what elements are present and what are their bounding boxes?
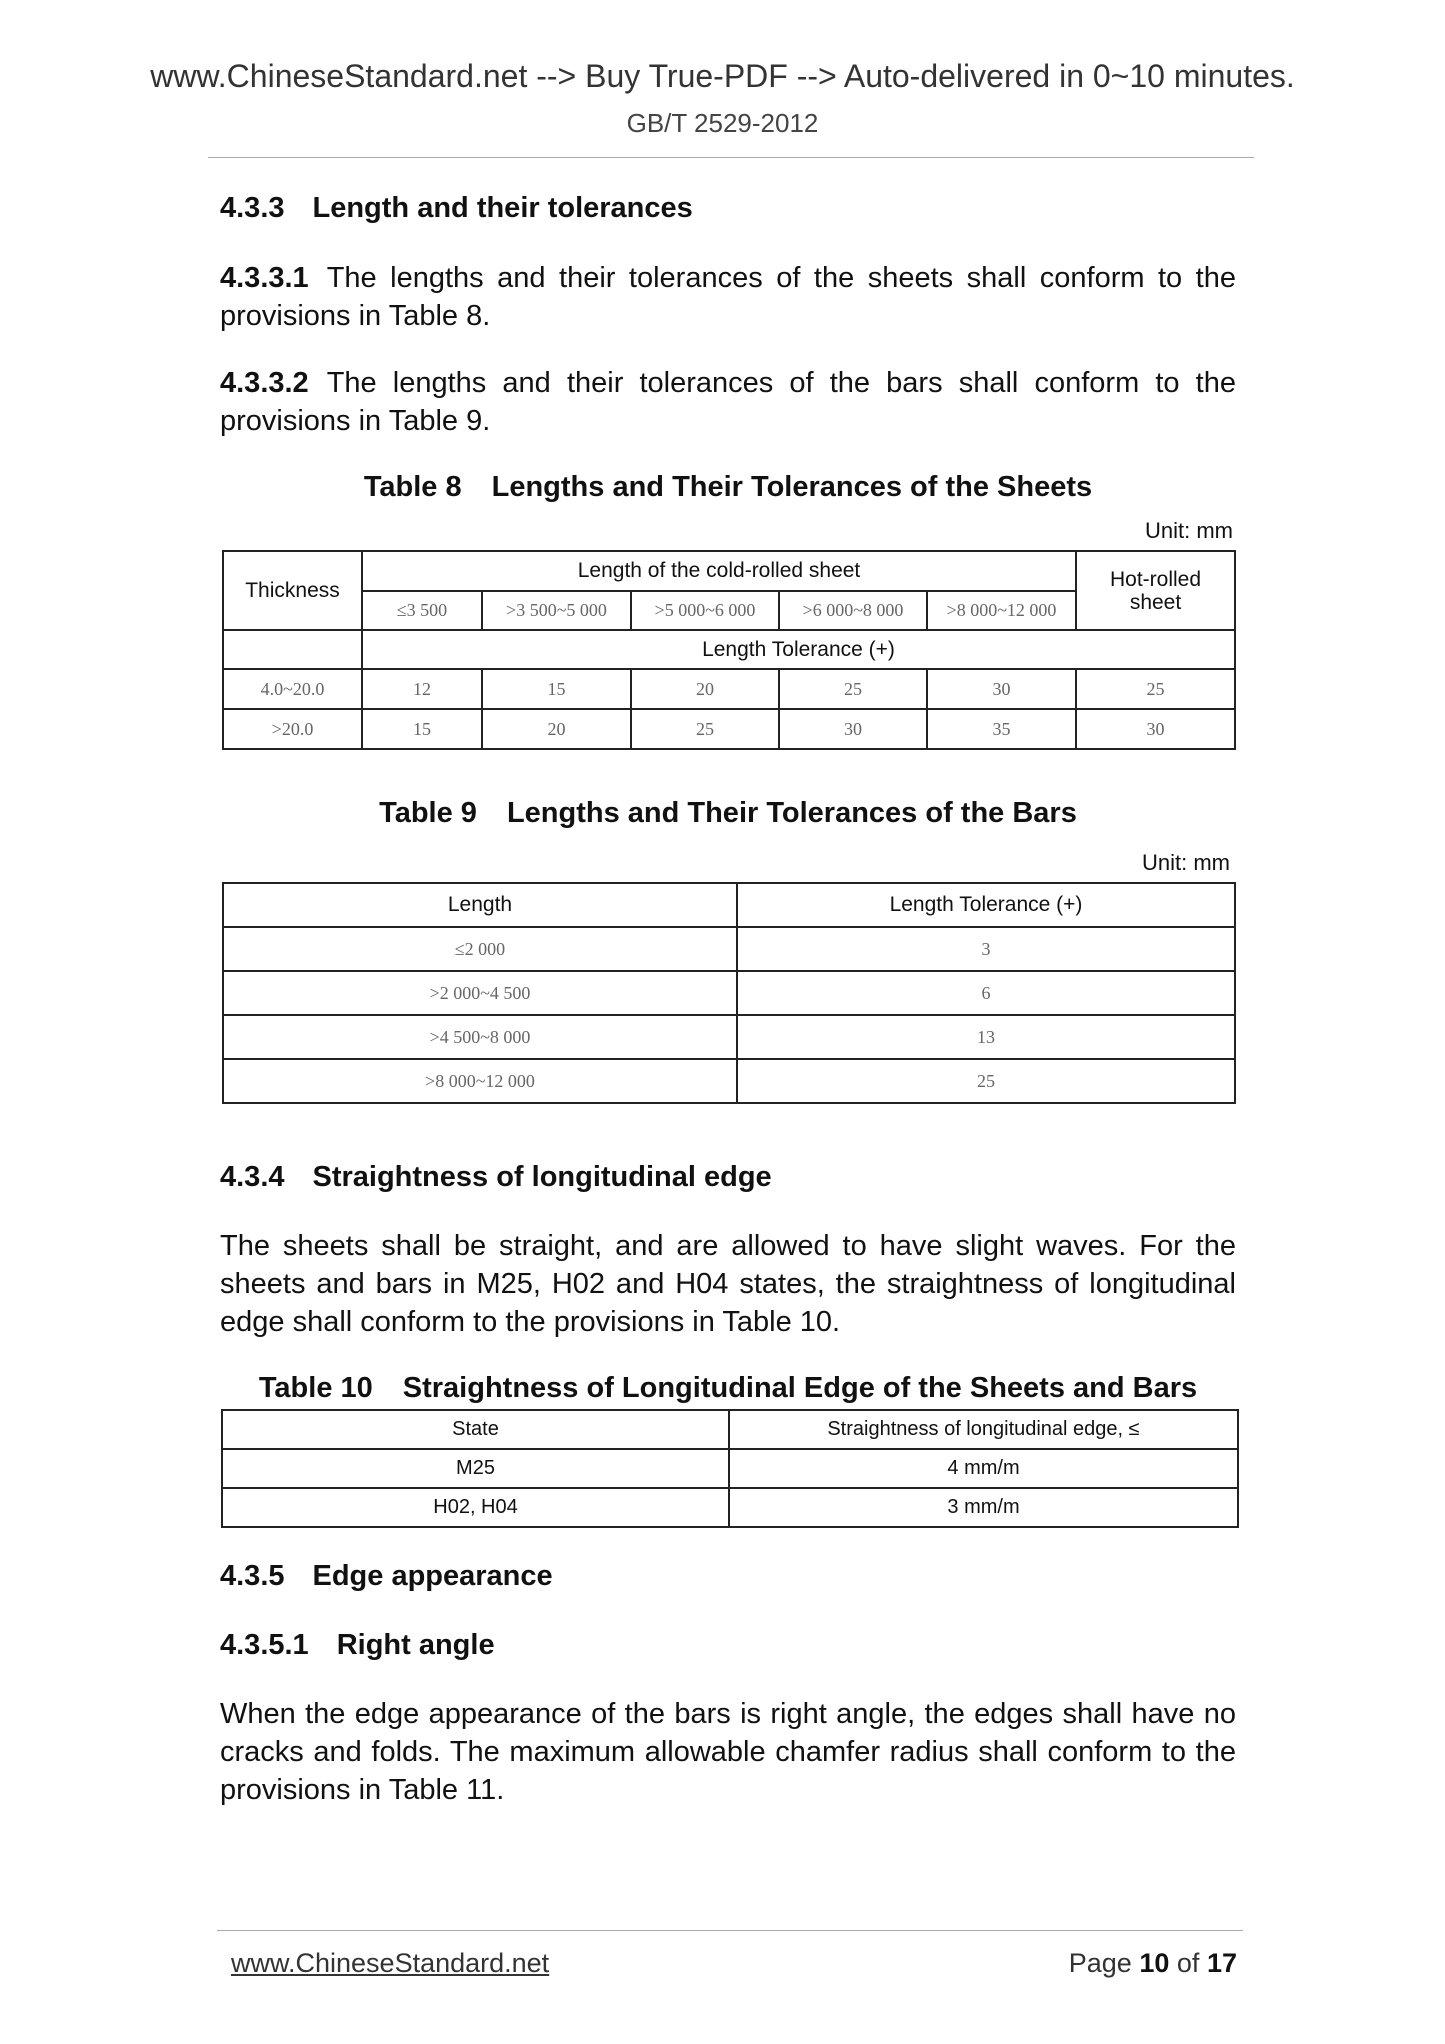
value-cell: 30	[927, 669, 1076, 709]
value-cell: 20	[631, 669, 779, 709]
thickness-header: Thickness	[223, 551, 362, 630]
table-row	[222, 1449, 1238, 1488]
page-current: 10	[1139, 1948, 1170, 1978]
tolerance-cell: 6	[737, 971, 1235, 1015]
section-number: 4.3.4	[220, 1161, 285, 1193]
value-cell: 25	[631, 709, 779, 749]
table-number: Table 9	[379, 797, 477, 829]
section-title: Right angle	[336, 1629, 495, 1661]
footer-divider	[217, 1930, 1243, 1931]
length-range-cell: >8 000~12 000	[927, 591, 1076, 630]
paragraph-number: 4.3.3.1	[220, 262, 309, 294]
table-row	[223, 971, 1235, 1015]
paragraph-434: The sheets shall be straight, and are allowed to have slight waves. For the sheets and bars in M25, H02 and H04 states, the straightness of longitudinal edge shall conform to the provisions in Table 10.	[220, 1230, 1236, 1338]
tolerance-header: Length Tolerance (+)	[737, 883, 1235, 927]
table-title: Straightness of Longitudinal Edge of the Sheets and Bars	[402, 1372, 1198, 1404]
tolerance-cell: 25	[737, 1059, 1235, 1103]
paragraph-4351: When the edge appearance of the bars is right angle, the edges shall have no cracks and folds. The maximum allowable chamfer radius shall conform to the provisions in Table 11.	[220, 1698, 1236, 1806]
table-row	[223, 1059, 1235, 1103]
table-row	[223, 669, 1235, 709]
table8-caption	[220, 471, 1236, 504]
length-cell: ≤2 000	[223, 927, 737, 971]
hot-rolled-header: Hot-rolled sheet	[1076, 551, 1235, 630]
section-heading-434	[220, 1161, 772, 1194]
footer-page-number	[950, 1948, 1237, 1979]
table8	[222, 550, 1236, 750]
table8-unit: Unit: mm	[1145, 518, 1233, 543]
value-cell: 20	[482, 709, 631, 749]
tolerance-header: Length Tolerance (+)	[362, 630, 1235, 669]
length-cell: >2 000~4 500	[223, 971, 737, 1015]
section-heading-433	[220, 192, 693, 225]
page-total: 17	[1206, 1948, 1237, 1978]
cold-rolled-header: Length of the cold-rolled sheet	[362, 551, 1076, 591]
section-number: 4.3.5.1	[220, 1629, 309, 1661]
value-cell: 30	[1076, 709, 1235, 749]
straightness-header: Straightness of longitudinal edge, ≤	[729, 1410, 1238, 1449]
state-header: State	[222, 1410, 729, 1449]
section-number: 4.3.3	[220, 192, 285, 224]
paragraph-text: The lengths and their tolerances of the bars shall conform to the provisions in Table 9.	[220, 367, 1236, 437]
table10	[221, 1409, 1239, 1528]
table-title: Lengths and Their Tolerances of the Sheets	[491, 471, 1093, 503]
length-cell: >8 000~12 000	[223, 1059, 737, 1103]
table-number: Table 10	[258, 1372, 373, 1404]
footer-site-link[interactable]: www.ChineseStandard.net	[231, 1948, 550, 1978]
table10-caption	[220, 1372, 1236, 1405]
standard-code: GB/T 2529-2012	[626, 108, 819, 138]
table9-unit: Unit: mm	[1142, 850, 1230, 875]
value-cell: 15	[362, 709, 482, 749]
value-cell: 25	[1076, 669, 1235, 709]
section-heading-4351	[220, 1629, 495, 1662]
value-cell: 25	[779, 669, 927, 709]
table9	[222, 882, 1236, 1104]
thickness-cell: 4.0~20.0	[223, 669, 362, 709]
section-title: Edge appearance	[312, 1560, 553, 1592]
straightness-cell: 3 mm/m	[729, 1488, 1238, 1527]
table-row	[223, 709, 1235, 749]
paragraph-number: 4.3.3.2	[220, 367, 309, 399]
empty-cell	[223, 630, 362, 669]
header-divider	[208, 157, 1254, 158]
length-cell: >4 500~8 000	[223, 1015, 737, 1059]
table-title: Lengths and Their Tolerances of the Bars	[506, 797, 1077, 829]
tolerance-cell: 13	[737, 1015, 1235, 1059]
value-cell: 15	[482, 669, 631, 709]
length-range-cell: >3 500~5 000	[482, 591, 631, 630]
section-title: Length and their tolerances	[312, 192, 693, 224]
table-row	[222, 1488, 1238, 1527]
section-title: Straightness of longitudinal edge	[312, 1161, 772, 1193]
table-number: Table 8	[363, 471, 462, 503]
paragraph-4331	[220, 259, 1236, 335]
thickness-cell: >20.0	[223, 709, 362, 749]
length-range-cell: >6 000~8 000	[779, 591, 927, 630]
value-cell: 35	[927, 709, 1076, 749]
length-range-cell: ≤3 500	[362, 591, 482, 630]
value-cell: 12	[362, 669, 482, 709]
tolerance-cell: 3	[737, 927, 1235, 971]
state-cell: H02, H04	[222, 1488, 729, 1527]
table-row	[223, 1015, 1235, 1059]
section-number: 4.3.5	[220, 1560, 285, 1592]
page-of: of	[1176, 1948, 1200, 1978]
straightness-cell: 4 mm/m	[729, 1449, 1238, 1488]
page-label: Page	[1068, 1948, 1132, 1978]
section-heading-435	[220, 1560, 553, 1593]
paragraph-4332	[220, 364, 1236, 440]
table-row	[223, 927, 1235, 971]
value-cell: 30	[779, 709, 927, 749]
table9-caption	[220, 797, 1236, 830]
state-cell: M25	[222, 1449, 729, 1488]
paragraph-text: The lengths and their tolerances of the sheets shall conform to the provisions in Table 8.	[220, 262, 1236, 332]
length-header: Length	[223, 883, 737, 927]
length-range-cell: >5 000~6 000	[631, 591, 779, 630]
header-banner: www.ChineseStandard.net --> Buy True-PDF --> Auto-delivered in 0~10 minutes.	[150, 58, 1295, 94]
